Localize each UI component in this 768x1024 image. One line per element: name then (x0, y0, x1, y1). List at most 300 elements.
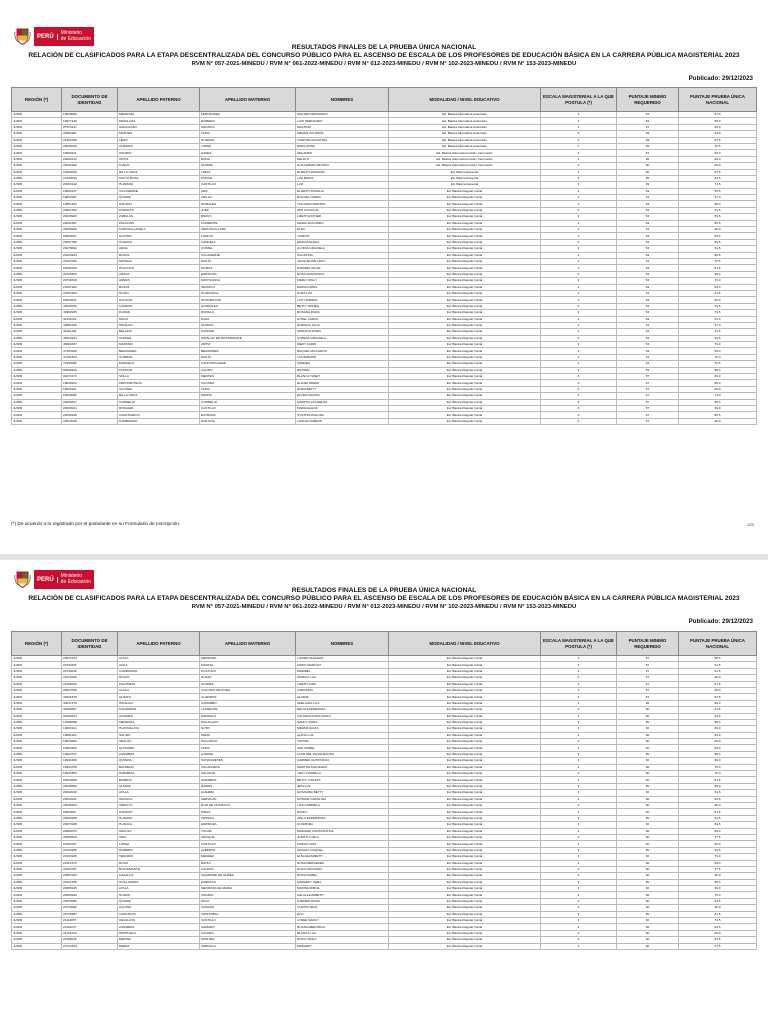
table-cell: ZANABRIA (118, 924, 200, 930)
table-cell: CINDY MARGOT (296, 662, 389, 668)
table-cell: CAMPOS (118, 303, 200, 309)
table-cell: SCHANIVETES (200, 758, 296, 764)
table-cell: 4 (541, 790, 617, 796)
table-cell: SALINO (118, 732, 200, 738)
table-cell: 60.0 (679, 841, 757, 847)
table-cell: 2 (541, 201, 617, 207)
table-cell: 19906111 (62, 386, 118, 392)
table-cell: 4 (541, 918, 617, 924)
table-cell: 2 (541, 367, 617, 373)
table-cell: 66.0 (679, 879, 757, 885)
table-cell: YESY FIORELLA (296, 771, 389, 777)
table-cell: 19931636 (62, 758, 118, 764)
table-cell: Ed. Básica Regular Inicial (389, 278, 541, 284)
table-cell: 4 (541, 886, 617, 892)
table-cell: 60 (617, 713, 679, 719)
table-cell: ROMERO (200, 118, 296, 124)
table-cell: MONICA LUZ (296, 675, 389, 681)
table-cell: 69.0 (679, 745, 757, 751)
table-cell: Ed. Básica Regular Inicial (389, 348, 541, 354)
table-cell: JUNIN (12, 182, 62, 188)
table-cell: BLANCA YANET (296, 374, 389, 380)
table-cell: 73.5 (679, 918, 757, 924)
table-cell: TRILLO (200, 195, 296, 201)
table-cell: MYRIAM CAROLINA (296, 796, 389, 802)
table-cell: ALICIA LUZ (296, 732, 389, 738)
table-cell: 55.5 (679, 233, 757, 239)
table-cell: VILCHEZ (200, 380, 296, 386)
table-cell: PANTOJA (200, 418, 296, 424)
table-cell: GONZALES (200, 303, 296, 309)
table-cell: JUNIN (12, 265, 62, 271)
table-cell: 54 (617, 233, 679, 239)
table-cell: GUZMAN (118, 354, 200, 360)
table-cell: 2 (541, 271, 617, 277)
table-cell: 20746987 (62, 911, 118, 917)
table-cell: NOCA NOCONSA (296, 866, 389, 872)
table-cell: 42891336 (62, 322, 118, 328)
table-cell: 2 (541, 310, 617, 316)
table-cell: 57.0 (679, 195, 757, 201)
document-header (0, 44, 768, 68)
table-cell: 3 (541, 668, 617, 674)
table-cell: 2 (541, 239, 617, 245)
table-cell: JUNIN (12, 322, 62, 328)
table-cell: ALBERTO (200, 847, 296, 853)
table-cell: 42931575 (62, 694, 118, 700)
table-cell: Ed. Básica Regular Inicial (389, 233, 541, 239)
table-cell: 61.5 (679, 265, 757, 271)
table-cell: 66.0 (679, 758, 757, 764)
table-cell: MENDOZA (118, 719, 200, 725)
table-cell: 54 (617, 246, 679, 252)
table-cell: MEDINA (118, 937, 200, 943)
table-cell: 73.0 (679, 393, 757, 399)
table-cell: JUNIN (12, 271, 62, 277)
table-cell: 2 (541, 188, 617, 194)
table-cell: ÑAHUI (200, 860, 296, 866)
table-cell: Ed. Básica Regular Inicial (389, 405, 541, 411)
table-cell: ESPINOZA (200, 822, 296, 828)
col-puntaje-minimo: PUNTAJE MINIMO REQUERIDO (617, 632, 679, 656)
table-cell: 61.5 (679, 790, 757, 796)
table-cell: 20440019 (62, 175, 118, 181)
table-cell: 2 (541, 265, 617, 271)
table-cell: MAGALY RAQUEL (296, 847, 389, 853)
table-cell: ORTIZ (200, 342, 296, 348)
table-cell: WALTER FERNANDO (296, 112, 389, 118)
table-cell: 54 (617, 342, 679, 348)
table-cell: ROSA FRANCISCA (296, 271, 389, 277)
table-cell: 60 (617, 898, 679, 904)
table-cell: 2 (541, 233, 617, 239)
table-cell: 3 (541, 393, 617, 399)
table-cell: Ed. Básica Especial (389, 182, 541, 188)
table-cell: 60 (617, 892, 679, 898)
table-cell: BONILLA (200, 310, 296, 316)
table-cell: JUNIN (12, 124, 62, 130)
table-cell: YOLANDA MARTHA (296, 201, 389, 207)
table-cell: Ed. Básica Regular Inicial (389, 758, 541, 764)
table-cell: CORNELIO (200, 399, 296, 405)
table-cell: 55.5 (679, 239, 757, 245)
table-cell: ZABALAS (118, 214, 200, 220)
table-cell: MACHCO (200, 124, 296, 130)
table-cell: VILLAVERDE (200, 252, 296, 258)
table-cell: 20094142 (62, 182, 118, 188)
table-cell: LAURENTE (200, 707, 296, 713)
table-cell: VICTORIA FORTUNATA (296, 713, 389, 719)
peru-label: PERÚ (37, 577, 58, 583)
table-cell: 58.0 (679, 201, 757, 207)
table-cell: 66.0 (679, 380, 757, 386)
table-cell: ROSO (118, 860, 200, 866)
table-cell: 57 (617, 380, 679, 386)
table-cell: ARAUJO (118, 828, 200, 834)
table-cell: CASTILLO (200, 405, 296, 411)
table-cell: JUNIN (12, 828, 62, 834)
table-cell: 66.0 (679, 905, 757, 911)
table-cell: TAPIA (200, 386, 296, 392)
table-cell: 69 (617, 143, 679, 149)
table-cell: 20103936 (62, 847, 118, 853)
table-cell: Ed. Básica Regular Inicial (389, 847, 541, 853)
table-cell: PECHO (200, 393, 296, 399)
table-cell: ELSA (296, 227, 389, 233)
table-cell: Ed. Básica Regular Inicial (389, 732, 541, 738)
table-cell: Ed. Básica Regular Inicial (389, 188, 541, 194)
table-cell: MIRIAM SILVIA (296, 726, 389, 732)
table-cell: 70.0 (679, 354, 757, 360)
table-cell: JENI LUZ (296, 783, 389, 789)
table-cell: 4 (541, 866, 617, 872)
table-cell: 69.0 (679, 719, 757, 725)
table-cell: BENAVIDES (200, 348, 296, 354)
table-cell: GARCILAZO (118, 124, 200, 130)
table-cell: Ed. Básica Regular Inicial (389, 790, 541, 796)
table-cell: ARANA (118, 271, 200, 277)
table-cell: 64.5 (679, 694, 757, 700)
table-cell: 19933726 (62, 764, 118, 770)
table-cell: AYALA (118, 886, 200, 892)
col-escala: ESCALA MAGISTERIAL A LA QUE POSTULA (*) (541, 88, 617, 112)
table-cell: JUNIN (12, 348, 62, 354)
table-cell: 66.0 (679, 726, 757, 732)
table-cell: LIAMOO (200, 233, 296, 239)
table-cell: 69 (617, 137, 679, 143)
table-cell: ARAUJO (118, 739, 200, 745)
table-cell: JUNIN (12, 367, 62, 373)
table-cell: MARIA LUISA (296, 841, 389, 847)
table-cell: 60.0 (679, 700, 757, 706)
table-cell: Ed. Básica Regular Inicial (389, 195, 541, 201)
table-cell: Ed. Básica Regular Inicial (389, 399, 541, 405)
table-cell: JUNIN (12, 751, 62, 757)
table-cell: 69.0 (679, 386, 757, 392)
table-cell: 60 (617, 758, 679, 764)
table-cell: Ed. Básica Alternativa Avanzado (389, 131, 541, 137)
table-cell: MARIANA CONSTANTINA (296, 828, 389, 834)
table-cell: 20103233 (62, 252, 118, 258)
table-cell: ORTEGA (200, 815, 296, 821)
table-cell: 54 (617, 214, 679, 220)
table-cell: 2 (541, 214, 617, 220)
table-cell: LUCRECIA ELENA (296, 656, 389, 662)
table-cell: 3 (541, 380, 617, 386)
table-cell: CRISTOBAL (200, 911, 296, 917)
table-cell: OROSCO (200, 284, 296, 290)
table-cell: Ed. Básica Regular Inicial (389, 809, 541, 815)
table-cell: JUNIN (12, 112, 62, 118)
table-cell: 4 (541, 892, 617, 898)
table-cell: 20693442 (62, 892, 118, 898)
table-cell: JUNIN (12, 777, 62, 783)
table-cell: OROSCA (118, 796, 200, 802)
ministry-line2: de Educación (60, 35, 91, 42)
table-cell: 20095125 (62, 886, 118, 892)
ministry-line1: Ministerio (60, 573, 83, 579)
table-cell: JUNIN (12, 386, 62, 392)
table-cell: 60 (617, 822, 679, 828)
table-cell: JUNIN (12, 847, 62, 853)
table-cell: 4 (541, 873, 617, 879)
table-cell: DE LA CRUZ (118, 169, 200, 175)
table-cell: 61.5 (679, 809, 757, 815)
table-cell: Ed. Básica Regular Inicial (389, 911, 541, 917)
table-cell: SOTO (200, 726, 296, 732)
table-cell: VICTOR (296, 739, 389, 745)
col-modalidad: MODALIDAD / NIVEL EDUCATIVO (389, 88, 541, 112)
table-cell: 19990036 (62, 169, 118, 175)
table-cell: JUNIN (12, 342, 62, 348)
table-cell: JUNIN (12, 886, 62, 892)
table-cell: LIZETH ESTHER (296, 214, 389, 220)
table-cell: JUNIN (12, 361, 62, 367)
table-cell: 66.0 (679, 687, 757, 693)
table-cell: JUNIN (12, 943, 62, 949)
table-cell: JUNIN (12, 745, 62, 751)
table-cell: VILCHEZ (118, 386, 200, 392)
table-cell: 64.5 (679, 175, 757, 181)
table-cell: AYALA (118, 790, 200, 796)
table-cell: JUNIN (12, 297, 62, 303)
table-cell: JUNIN (12, 911, 62, 917)
table-cell: ARCE (118, 246, 200, 252)
table-cell: 21138046 (62, 937, 118, 943)
table-cell: MONTES (118, 131, 200, 137)
table-cell: 64.5 (679, 924, 757, 930)
table-cell: 3 (541, 656, 617, 662)
table-cell: 19845252 (62, 380, 118, 386)
table-cell: 57 (617, 694, 679, 700)
table-cell: 60.0 (679, 124, 757, 130)
table-cell: ARMAS (118, 278, 200, 284)
table-cell: JUNIN (12, 771, 62, 777)
ministry-line2: de Educación (60, 578, 91, 585)
table-cell: 4 (541, 834, 617, 840)
table-cell: 60.0 (679, 399, 757, 405)
table-cell: Ed. Básica Regular Inicial (389, 930, 541, 936)
table-cell: 44201331 (62, 329, 118, 335)
table-cell: 20095543 (62, 834, 118, 840)
table-cell: 19990411 (62, 150, 118, 156)
table-cell: CANSITO (118, 809, 200, 815)
table-cell: 67.5 (679, 866, 757, 872)
table-cell: Ed. Básica Regular Inicial (389, 386, 541, 392)
table-cell: 61.5 (679, 707, 757, 713)
table-cell: PEÑALOZA (118, 118, 200, 124)
table-cell: Ed. Básica Regular Inicial (389, 271, 541, 277)
table-cell: CUADROS (200, 694, 296, 700)
table-cell: 2 (541, 322, 617, 328)
table-cell: 67.5 (679, 137, 757, 143)
table-cell: YANETH (296, 233, 389, 239)
table-cell: 57 (617, 393, 679, 399)
table-cell: PALOMINO (118, 681, 200, 687)
table-cell: 20073108 (62, 822, 118, 828)
table-cell: 60 (617, 707, 679, 713)
table-cell: PEREZ (118, 943, 200, 949)
table-cell: JUNIN (12, 150, 62, 156)
table-cell: 73.5 (679, 182, 757, 188)
table-cell: 69.0 (679, 348, 757, 354)
table-cell: ESTRADA (200, 412, 296, 418)
table-cell: 66.0 (679, 783, 757, 789)
table-cell: EPAG ROSA (296, 143, 389, 149)
table-cell: LOPEZ (200, 143, 296, 149)
table-cell: QUISPE (118, 898, 200, 904)
table-cell: 3 (541, 150, 617, 156)
table-cell: Ed. Básica Regular Inicial (389, 284, 541, 290)
table-cell: 20069188 (62, 815, 118, 821)
table-cell: Ed. Básica Alternativa Avanzado (389, 137, 541, 143)
table-cell: 3 (541, 399, 617, 405)
table-cell: CAMBORRO (118, 668, 200, 674)
table-cell: 66.0 (679, 405, 757, 411)
table-cell: JUNIN (12, 214, 62, 220)
table-cell: GAMARO (200, 924, 296, 930)
table-cell: 3 (541, 386, 617, 392)
table-cell: LISA GABRIELA (296, 802, 389, 808)
table-cell: MARTHA ANA MARIA (296, 764, 389, 770)
table-cell: ETHEL CAROL (296, 316, 389, 322)
table-cell: MAYTA (200, 354, 296, 360)
table-cell: JUNIN (12, 163, 62, 169)
table-cell: 4 (541, 182, 617, 188)
table-cell: MARTHA LAS BELINI (296, 399, 389, 405)
table-cell: VICENTE AGUSTINA (296, 137, 389, 143)
table-cell: 57 (617, 386, 679, 392)
table-cell: 60.0 (679, 418, 757, 424)
table-cell: CASALLO (118, 873, 200, 879)
document-title: RESULTADOS FINALES DE LA PRUEBA ÚNICA NACIONAL (291, 44, 477, 51)
table-cell: CARHUALLANQUI (118, 227, 200, 233)
table-cell: Ed. Básica Regular Inicial (389, 214, 541, 220)
table-cell: JUNIN (12, 783, 62, 789)
table-cell: AYALA (118, 656, 200, 662)
table-cell: 61.5 (679, 681, 757, 687)
table-cell: RAMIREL PILAR (296, 265, 389, 271)
table-cell: 20031697 (62, 220, 118, 226)
table-cell: JUNIN (12, 290, 62, 296)
table-cell: Ed. Básica Regular Inicial (389, 687, 541, 693)
table-cell: CARMEN ROSA (296, 898, 389, 904)
table-cell: 70.0 (679, 342, 757, 348)
table-cell: 60 (617, 764, 679, 770)
table-cell: Ed. Básica Regular Inicial (389, 700, 541, 706)
table-cell: JUNIN (12, 834, 62, 840)
table-cell: 20260671 (62, 297, 118, 303)
table-cell: 64.5 (679, 847, 757, 853)
table-cell: Ed. Básica Regular Inicial (389, 656, 541, 662)
table-cell: MENDEZ (200, 854, 296, 860)
table-cell: Ed. Básica Especial (389, 169, 541, 175)
table-cell: Ed. Básica Regular Inicial (389, 668, 541, 674)
table-cell: Ed. Básica Regular Inicial (389, 822, 541, 828)
table-cell: MACO (118, 316, 200, 322)
table-cell: JUNIN (12, 687, 62, 693)
table-cell: 21263108 (62, 137, 118, 143)
table-cell: 60 (617, 866, 679, 872)
table-cell: 54 (617, 112, 679, 118)
table-cell: JUNIN (12, 175, 62, 181)
table-cell: 61.5 (679, 662, 757, 668)
table-cell: 57 (617, 662, 679, 668)
table-cell: JUNIN (12, 726, 62, 732)
table-cell: Ed. Básica Alternativa Avanzado (389, 124, 541, 130)
table-cell: GIOVANNA BETTY (296, 790, 389, 796)
table-cell: 4 (541, 924, 617, 930)
table-header-row (12, 632, 757, 656)
table-cell: Ed. Básica Especial (389, 175, 541, 181)
table-cell: JUDITH LUDLA (296, 834, 389, 840)
table-cell: 60 (617, 739, 679, 745)
table-cell: 60.0 (679, 150, 757, 156)
table-cell: JUNIN (12, 866, 62, 872)
col-apellido-materno: APELLIDO MATERNO (200, 632, 296, 656)
table-cell: 67.5 (679, 943, 757, 949)
table-cell: 63.0 (679, 732, 757, 738)
table-cell: JUNIN (12, 233, 62, 239)
document-subtitle: RELACIÓN DE CLASIFICADOS PARA LA ETAPA DESCENTRALIZADA DEL CONCURSO PÚBLICO PARA EL ASCENSO DE ESCALA DE LOS PROFESORES DE EDUCACIÓN BÁSICA EN LA CARRERA PÚBLICA MAGISTERIAL 2023 (28, 595, 740, 602)
table-cell: Ed. Básica Regular Inicial (389, 879, 541, 885)
table-cell: 60 (617, 834, 679, 840)
table-cell: HUAMAN (118, 815, 200, 821)
table-cell: 4 (541, 854, 617, 860)
table-cell: MANTEL (200, 662, 296, 668)
table-cell: 20437097 (62, 866, 118, 872)
table-cell: 20676085 (62, 898, 118, 904)
table-cell: LEON (118, 137, 200, 143)
table-cell: 57 (617, 687, 679, 693)
table-cell: ARO (200, 188, 296, 194)
table-cell: ZARRAGA (200, 879, 296, 885)
table-cell: 54 (617, 195, 679, 201)
table-cell: MARIA ELENA (296, 405, 389, 411)
table-cell: 57 (617, 374, 679, 380)
table-cell: MARIA DORIS (296, 284, 389, 290)
table-cell: ROSSA MERONICA (296, 924, 389, 930)
table-cell: YULIMAR/PR (296, 354, 389, 360)
table-cell: Ed. Básica Regular Inicial (389, 764, 541, 770)
table-cell: ADELAIDA LYLL (296, 700, 389, 706)
table-cell: JUNIN (12, 246, 62, 252)
table-cell: MANTARI (118, 342, 200, 348)
table-cell: 19879360 (62, 739, 118, 745)
rvm-line: RVM N° 057-2021-MINEDU / RVM N° 061-2022-MINEDU / RVM N° 012-2023-MINEDU / RVM N° 102-2023-MINEDU / RVM N° 153-2023-MINEDU (191, 61, 577, 67)
table-cell: JUNIN (12, 137, 62, 143)
table-cell: 2 (541, 195, 617, 201)
